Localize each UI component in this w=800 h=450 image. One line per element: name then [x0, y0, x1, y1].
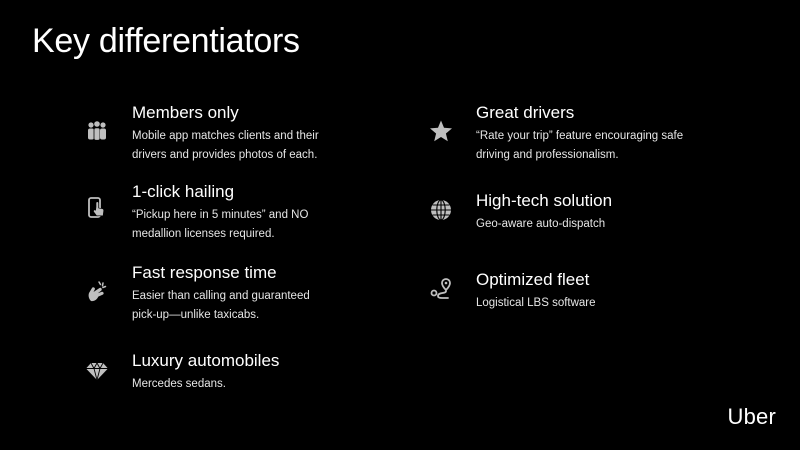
- star-icon: [428, 118, 454, 144]
- globe-icon: [428, 197, 454, 223]
- feature-heading: Great drivers: [476, 103, 575, 122]
- feature-heading: Luxury automobiles: [132, 351, 280, 370]
- feature-description: [132, 127, 392, 165]
- feature-description: [476, 294, 736, 313]
- description-line: Geo-aware auto-dispatch: [476, 218, 606, 230]
- people-group-icon: [84, 119, 110, 145]
- feature-heading: Members only: [132, 103, 239, 122]
- slide-title: Key differentiators: [32, 22, 300, 60]
- feature-heading: Fast response time: [132, 263, 277, 282]
- feature-description: [476, 127, 736, 165]
- description-line: Mobile app matches clients and their: [132, 130, 319, 142]
- description-line: “Pickup here in 5 minutes” and NO: [132, 209, 309, 221]
- description-line: medallion licenses required.: [132, 228, 275, 240]
- feature-description: [132, 287, 392, 325]
- description-line: Mercedes sedans.: [132, 378, 226, 390]
- description-line: drivers and provides photos of each.: [132, 149, 318, 161]
- phone-tap-icon: [84, 195, 110, 221]
- uber-logo: Uber: [727, 404, 776, 429]
- feature-heading: 1-click hailing: [132, 182, 235, 201]
- description-line: Easier than calling and guaranteed: [132, 290, 310, 302]
- feature-description: [132, 206, 392, 244]
- feature-description: [132, 375, 392, 394]
- finger-snap-icon: [84, 278, 110, 304]
- diamond-icon: [84, 358, 110, 384]
- description-line: Logistical LBS software: [476, 297, 596, 309]
- feature-heading: Optimized fleet: [476, 270, 590, 289]
- feature-description: [476, 215, 736, 234]
- description-line: driving and professionalism.: [476, 149, 619, 161]
- route-pin-icon: [428, 276, 454, 302]
- feature-heading: High-tech solution: [476, 191, 613, 210]
- description-line: pick-up—unlike taxicabs.: [132, 309, 260, 321]
- description-line: “Rate your trip” feature encouraging safe: [476, 130, 684, 142]
